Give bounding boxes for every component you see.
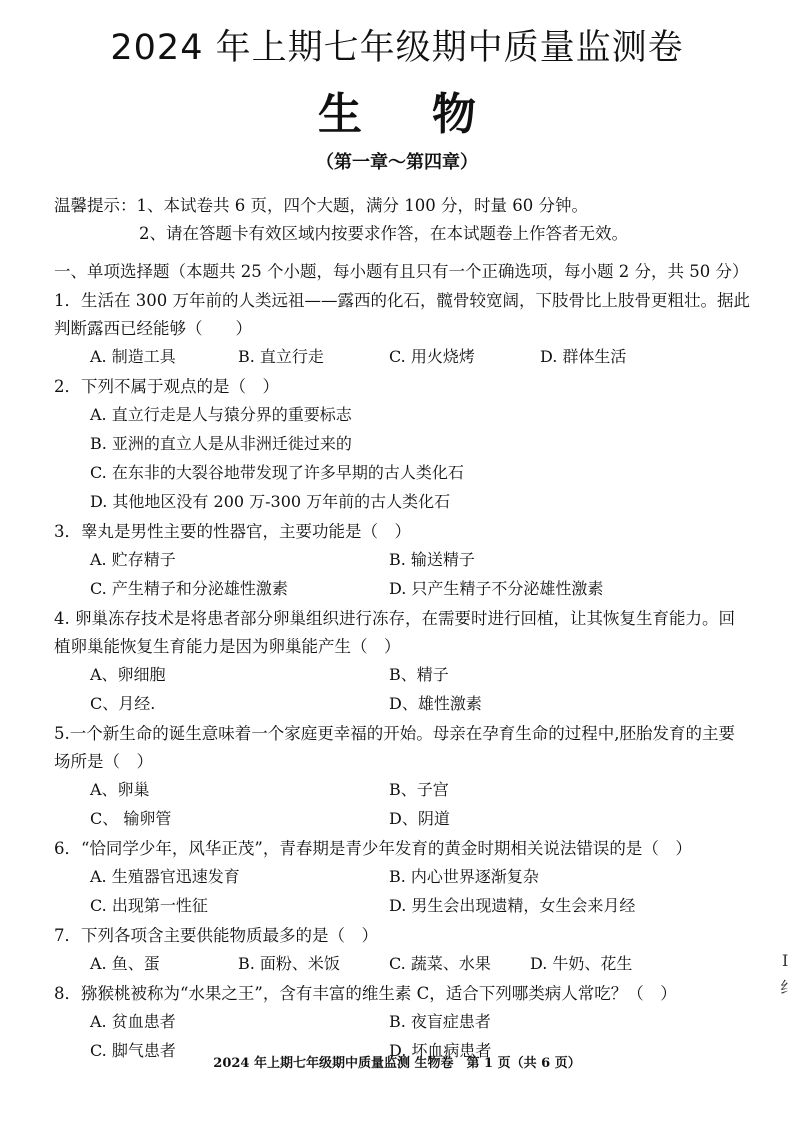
option: B. 夜盲症患者	[389, 1012, 491, 1031]
question-stem: 4. 卵巢冻存技术是将患者部分卵巢组织进行冻存，在需要时进行回植，让其恢复生育能力。回	[54, 609, 735, 628]
option: B、精子	[389, 665, 449, 684]
option: A. 贮存精子	[90, 550, 176, 569]
question-stem: 5.一个新生命的诞生意味着一个家庭更幸福的开始。母亲在孕育生命的过程中,胚胎发育的主要	[54, 724, 735, 743]
option: C. 产生精子和分泌雄性激素	[90, 579, 288, 598]
page-footer: 2024 年上期七年级期中质量监测 生物卷 第 1 页（共 6 页）	[213, 1056, 581, 1071]
question-stem: 8．猕猴桃被称为“水果之王”，含有丰富的维生素 C，适合下列哪类病人常吃？（ ）	[54, 984, 677, 1003]
option: D、阴道	[389, 809, 450, 828]
option: B. 输送精子	[389, 550, 475, 569]
exam-title: 2024 年上期七年级期中质量监测卷	[110, 28, 684, 68]
option: C. 脚气患者	[90, 1041, 176, 1060]
question-stem: 植卵巢能恢复生育能力是因为卵巢能产生（ ）	[54, 637, 401, 656]
option: A、卵细胞	[90, 665, 166, 684]
option: D、雄性激素	[389, 694, 482, 713]
option: C、月经.	[90, 694, 156, 713]
option: D. 只产生精子不分泌雄性激素	[389, 579, 604, 598]
option: B. 直立行走	[238, 347, 324, 366]
option: A. 制造工具	[90, 347, 176, 366]
option: A、卵巢	[90, 780, 150, 799]
option: C. 出现第一性征	[90, 896, 208, 915]
tips-line-2: 2、请在答题卡有效区域内按要求作答，在本试题卷上作答者无效。	[139, 224, 628, 243]
option: C. 在东非的大裂谷地带发现了许多早期的古人类化石	[90, 463, 464, 482]
edge-mark: 纟	[780, 978, 796, 997]
option: D. 其他地区没有 200 万-300 万年前的古人类化石	[90, 492, 451, 511]
tips-line-1: 温馨提示：1、本试卷共 6 页，四个大题，满分 100 分，时量 60 分钟。	[54, 196, 588, 215]
option: C. 用火烧烤	[389, 347, 475, 366]
option: B. 面粉、米饭	[238, 954, 340, 973]
option: C、 输卵管	[90, 809, 172, 828]
option: A. 生殖器官迅速发育	[90, 867, 240, 886]
option: B. 亚洲的直立人是从非洲迁徙过来的	[90, 434, 352, 453]
question-stem: 3．睾丸是男性主要的性器官，主要功能是（ ）	[54, 522, 411, 541]
option: A. 贫血患者	[90, 1012, 176, 1031]
question-stem: 6．“恰同学少年，风华正茂”，青春期是青少年发育的黄金时期相关说法错误的是（ ）	[54, 839, 692, 858]
chapter-range: （第一章～第四章）	[316, 152, 478, 173]
edge-mark: I	[782, 951, 789, 970]
option: D. 坏血病患者	[389, 1041, 492, 1060]
option: D. 牛奶、花生	[530, 954, 633, 973]
question-stem: 1．生活在 300 万年前的人类远祖——露西的化石，髋骨较宽阔，下肢骨比上肢骨更粗壮。据此	[54, 291, 750, 310]
option: A. 直立行走是人与猿分界的重要标志	[90, 405, 352, 424]
option: C. 蔬菜、水果	[389, 954, 491, 973]
option: B. 内心世界逐渐复杂	[389, 867, 539, 886]
question-stem: 2．下列不属于观点的是（ ）	[54, 377, 279, 396]
option: B、子宫	[389, 780, 449, 799]
option: A. 鱼、蛋	[90, 954, 160, 973]
option: D. 群体生活	[540, 347, 627, 366]
question-stem: 7．下列各项含主要供能物质最多的是（ ）	[54, 926, 378, 945]
subject-title: 生物	[318, 89, 546, 140]
section-heading: 一、单项选择题（本题共 25 个小题，每小题有且只有一个正确选项，每小题 2 分，共 50 分）	[54, 262, 749, 281]
question-stem: 场所是（ ）	[54, 752, 153, 771]
question-stem: 判断露西已经能够（ ）	[54, 319, 252, 338]
option: D. 男生会出现遗精，女生会来月经	[389, 896, 636, 915]
